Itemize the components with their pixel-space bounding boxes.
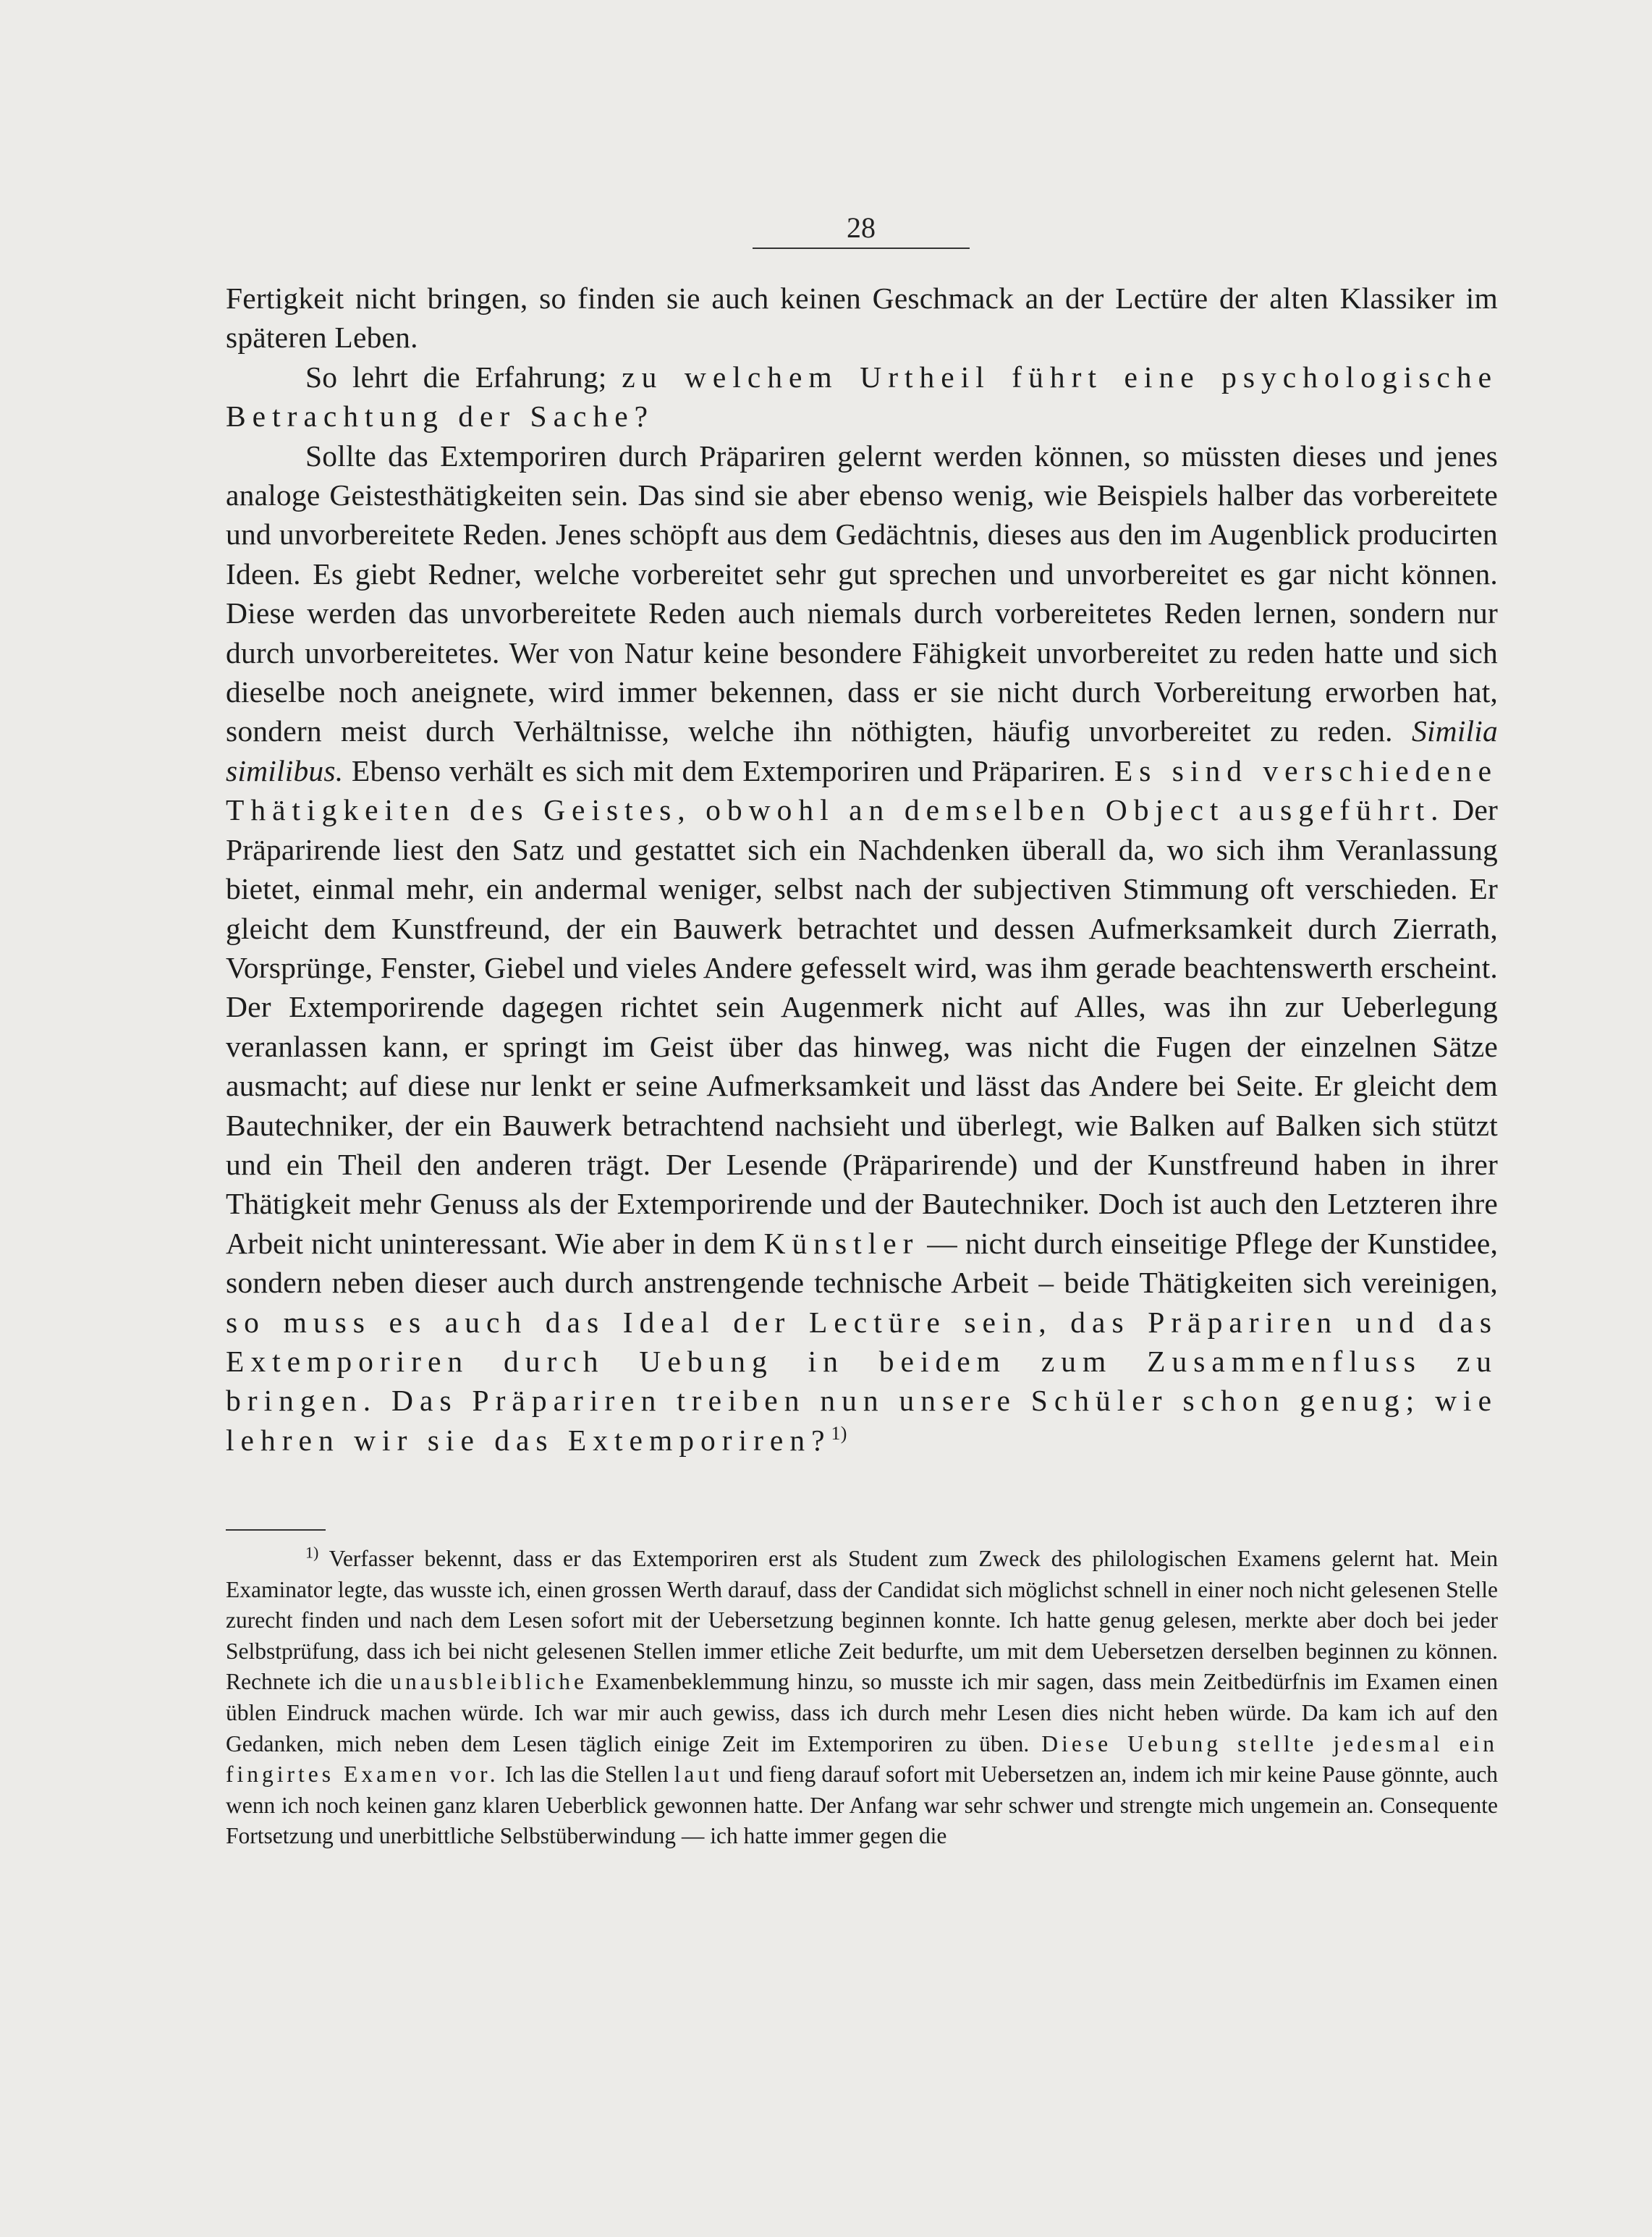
paragraph-1: [226, 279, 1498, 358]
footnote-part-b: Examenbeklemmung hinzu, so musste ich mir sagen, dass mein Zeitbedürfnis im Examen einen üblen Eindruck machen würde. Ich war mir auch gewiss, dass ich durch mehr Lesen dies nicht heben würde. Da kam ich auf den Gedanken, mich neben dem Lesen täglich einige Zeit im Extemporiren zu üben.: [226, 1669, 1499, 1756]
paragraph-2-spaced: zu welchem Urtheil führt eine psychologische Betrachtung der Sache?: [226, 360, 1498, 434]
footnote-part-a: Verfasser bekennt, dass er das Extemporiren erst als Student zum Zweck des philologischen Examens gelernt hat. Mein Examinator legte, das wusste ich, einen grossen Werth darauf, dass der Candidat sich möglichst schnell in einer noch nicht gelesenen Stelle zurecht finden und nach dem Lesen sofort mit der Uebersetzung beginnen konnte. Ich hatte genug gelesen, merkte aber doch bei jeder Selbstprüfung, dass ich bei nicht gelesenen Stellen immer etliche Zeit bedurfte, um mit dem Uebersetzen derselben beginnen zu können. Rechnete ich die: [226, 1546, 1498, 1695]
paragraph-3-emphasis: Es sind verschiedene Thätigkeiten des Geistes, obwohl an demselben Object ausgeführt.: [226, 753, 1499, 827]
paragraph-3-part-c: Der Präparirende liest den Satz und gestattet sich ein Nachdenken überall da, wo sich ihm Veranlassung bietet, einmal mehr, ein andermal weniger, selbst nach der subjectiven Stimmung oft verschieden. Er gleicht dem Kunstfreund, der ein Bauwerk betrachtet und dessen Aufmerksamkeit durch Zierrath, Vorsprünge, Fenster, Giebel und vieles Andere gefesselt wird, was ihm gerade beachtenswerth erscheint. Der Extemporirende dagegen richtet sein Augenmerk nicht auf Alles, was ihn zur Ueberlegung veranlassen kann, er springt im Geist über das hinweg, was nicht die Fugen der einzelnen Sätze ausmacht; auf diese nur lenkt er seine Aufmerksamkeit und lässt das Andere bei Seite. Er gleicht dem Bautechniker, der ein Bauwerk betrachtend nachsieht und überlegt, wie Balken auf Balken sich stützt und ein Theil den anderen trägt. Der Lesende (Präparirende) und der Kunstfreund haben in ihrer Thätigkeit mehr Genuss als der Extemporirende und der Bautechniker. Doch ist auch den Letzteren ihre Arbeit nicht uninteressant. Wie aber in dem: [226, 793, 1498, 1260]
paragraph-3-part-b: Ebenso verhält es sich mit dem Extemporiren und Präpariren.: [351, 753, 1106, 787]
footnote-emphasis-2: Diese Uebung stellte jedesmal ein fingirtes Examen vor.: [226, 1730, 1499, 1788]
footnote: [226, 1544, 1498, 1852]
latin-phrase: Similia similibus.: [226, 714, 1498, 787]
footnote-rule: [226, 1529, 326, 1531]
paragraph-2-lead: So lehrt die Erfahrung;: [305, 360, 607, 394]
page-number: 28: [847, 211, 876, 244]
footnote-mark: 1): [305, 1543, 319, 1562]
paragraph-2: [226, 358, 1498, 436]
paragraph-3-part-d: — nicht durch einseitige Pflege der Kunstidee, sondern neben dieser auch durch anstrengende technische Arbeit – beide Thätigkeiten sich vereinigen,: [226, 1226, 1499, 1300]
footnote-part-d: und fieng darauf sofort mit Uebersetzen an, indem ich mir keine Pause gönnte, auch wenn ich noch keinen ganz klaren Ueberblick gewonnen hatte. Der Anfang war sehr schwer und strengte mich ungemein an. Consequente Fortsetzung und unerbittliche Selbstüberwindung — ich hatte immer gegen die: [226, 1762, 1499, 1849]
main-text: [226, 279, 1498, 1460]
paragraph-3: [226, 436, 1498, 1460]
header-rule: [753, 248, 970, 249]
footnote-part-c: Ich las die Stellen: [504, 1762, 669, 1788]
footnote-emphasis-1: unausbleibliche: [390, 1669, 588, 1695]
paragraph-3-emphasis-3: so muss es auch das Ideal der Lectüre sein, das Präpariren und das Extemporiren durch Uebung in beidem zum Zusammenfluss zu bringen. Das Präpariren treiben nun unsere Schüler schon genug; wie lehren wir sie das Extemporiren?: [226, 1305, 1498, 1457]
paragraph-3-part-a: Sollte das Extemporiren durch Präpariren gelernt werden können, so müssten dieses und jenes analoge Geistesthätigkeiten sein. Das sind sie aber ebenso wenig, wie Beispiels halber das vorbereitete und unvorbereitete Reden. Jenes schöpft aus dem Gedächtnis, dieses aus den im Augenblick producirten Ideen. Es giebt Redner, welche vorbereitet sehr gut sprechen und unvorbereitet es gar nicht können. Diese werden das unvorbereitete Reden auch niemals durch vorbereitetes Reden lernen, sondern nur durch unvorbereitetes. Wer von Natur keine besondere Fähigkeit unvorbereitet zu reden hatte und sich dieselbe noch aneignete, wird immer bekennen, dass er sie nicht durch Vorbereitung erworben hat, sondern meist durch Verhältnisse, welche ihn nöthigten, häufig unvorbereitet zu reden.: [226, 439, 1498, 748]
paragraph-1-text: Fertigkeit nicht bringen, so finden sie auch keinen Geschmack an der Lectüre der alten Klassiker im späteren Leben.: [226, 282, 1498, 355]
page-header: [753, 210, 970, 246]
footnote-paragraph: [226, 1544, 1498, 1852]
footnote-emphasis-3: laut: [674, 1762, 723, 1788]
footnote-reference[interactable]: 1): [831, 1422, 847, 1444]
paragraph-3-emphasis-2: Künstler: [763, 1226, 920, 1260]
